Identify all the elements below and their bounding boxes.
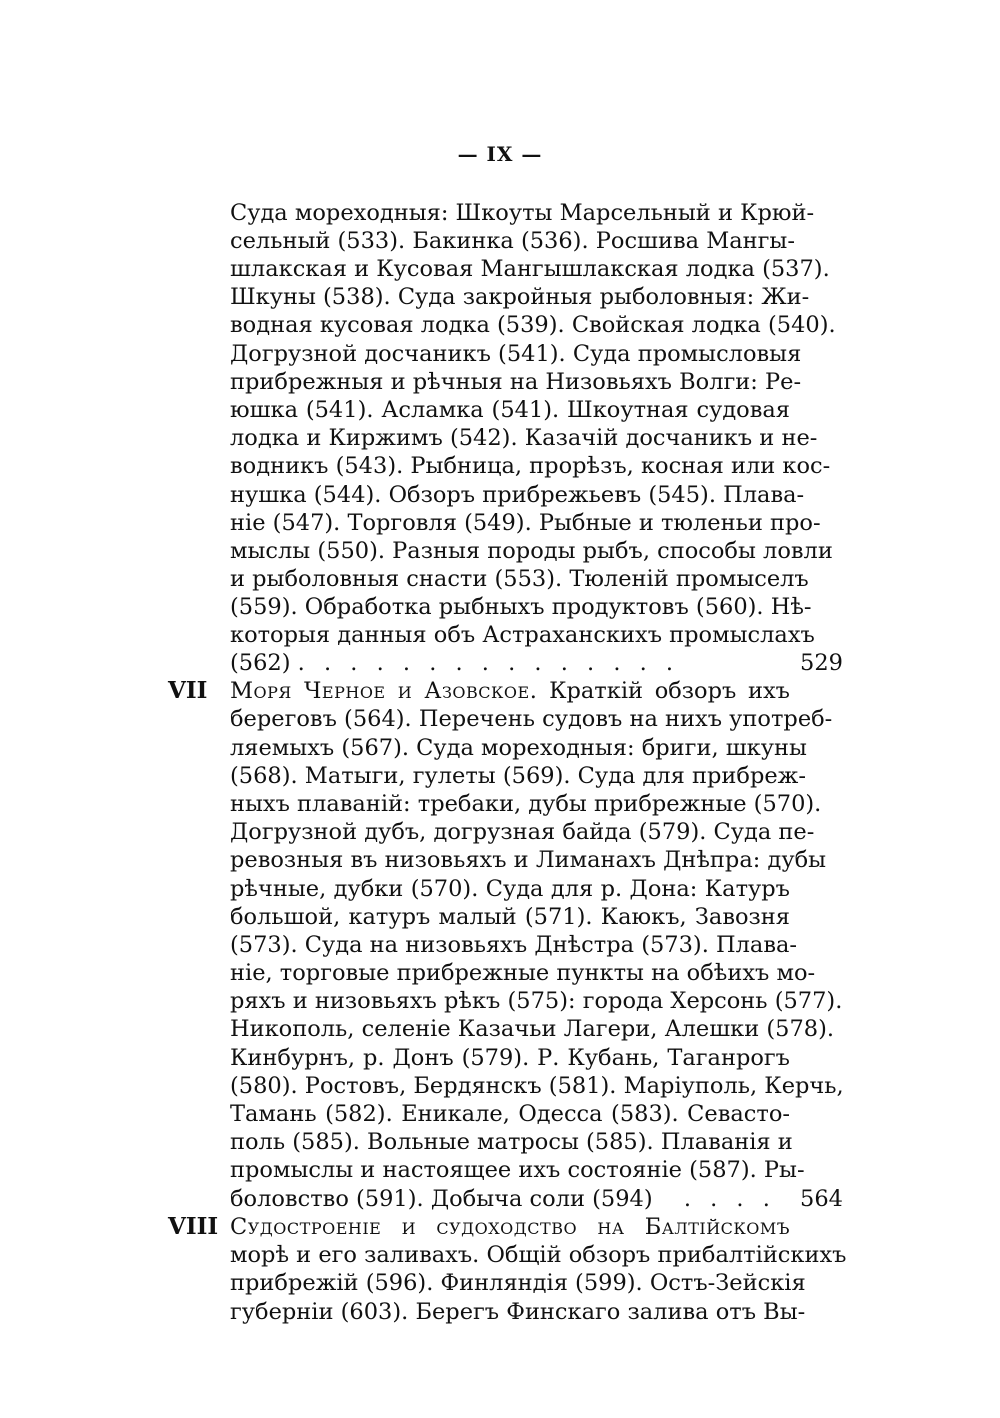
- toc-line: прибрежій (596). Финляндія (599). Остъ-Зейскія: [230, 1270, 806, 1296]
- toc-line: водная кусовая лодка (539). Свойская лодка (540).: [230, 312, 836, 338]
- toc-line: мыслы (550). Разныя породы рыбъ, способы ловли: [230, 538, 833, 564]
- toc-line: нушка (544). Обзоръ прибрежьевъ (545). Плава-: [230, 482, 805, 508]
- dot-leaders: . . . .: [683, 1186, 776, 1212]
- toc-line: ревозныя въ низовьяхъ и Лиманахъ Днѣпра: дубы: [230, 847, 827, 873]
- toc-line: Шкуны (538). Суда закройныя рыболовныя: Жи-: [230, 284, 810, 310]
- toc-line: Тамань (582). Еникале, Одесса (583). Севасто-: [230, 1101, 790, 1127]
- toc-line: прибрежныя и рѣчныя на Низовьяхъ Волги: Ре-: [230, 369, 802, 395]
- toc-line: ляемыхъ (567). Суда мореходныя: бриги, шкуны: [230, 735, 807, 761]
- toc-line: (573). Суда на низовьяхъ Днѣстра (573). Плава-: [230, 932, 798, 958]
- toc-line: лодка и Киржимъ (542). Казачій досчаникъ и не-: [230, 425, 818, 451]
- toc-line: Догрузной дубъ, догрузная байда (579). Суда пе-: [230, 819, 815, 845]
- toc-last-line: [230, 1185, 790, 1213]
- toc-line: Никополь, селеніе Казачьи Лагери, Алешки (578).: [230, 1016, 835, 1042]
- toc-line: Суда мореходныя: Шкоуты Марсельный и Крюй-: [230, 200, 815, 226]
- page-number: — IX —: [457, 142, 543, 166]
- toc-last-text: боловство (591). Добыча соли (594): [230, 1186, 653, 1212]
- chapter-number: VIII: [168, 1213, 219, 1240]
- toc-line: ныхъ плаваній: требаки, дубы прибрежные (570).: [230, 791, 822, 817]
- toc-line: водникъ (543). Рыбница, прорѣзъ, косная или кос-: [230, 453, 831, 479]
- toc-last-text: (562): [230, 650, 291, 676]
- toc-line: ніе, торговые прибрежные пункты на обѣихъ мо-: [230, 960, 816, 986]
- toc-line: (568). Матыги, гулеты (569). Суда для прибреж-: [230, 763, 806, 789]
- toc-line: Кинбурнъ, р. Донъ (579). Р. Кубань, Таганрогъ: [230, 1045, 790, 1071]
- chapter-heading-text: Судостроеніе и судоходство на Балтійскомъ: [230, 1214, 790, 1240]
- toc-line: береговъ (564). Перечень судовъ на нихъ употреб-: [230, 706, 833, 732]
- toc-line: морѣ и его заливахъ. Общій обзоръ прибалтійскихъ: [230, 1242, 847, 1268]
- chapter-heading: [230, 1213, 790, 1241]
- toc-line: рѣчные, дубки (570). Суда для р. Дона: Катуръ: [230, 876, 790, 902]
- toc-line: промыслы и настоящее ихъ состояніе (587). Ры-: [230, 1157, 805, 1183]
- toc-line: юшка (541). Асламка (541). Шкоутная судовая: [230, 397, 790, 423]
- toc-line: большой, катуръ малый (571). Каюкъ, Завозня: [230, 904, 790, 930]
- toc-line: поль (585). Вольные матросы (585). Плаванія и: [230, 1129, 793, 1155]
- toc-line: губерніи (603). Берегъ Финскаго залива отъ Вы-: [230, 1299, 806, 1325]
- chapter-heading: Моря Черное и Азовское.: [230, 678, 538, 704]
- toc-heading-line: [230, 677, 790, 705]
- chapter-number: VII: [168, 677, 208, 704]
- toc-line: Краткій обзоръ ихъ: [549, 678, 791, 704]
- toc-line: (559). Обработка рыбныхъ продуктовъ (560). Нѣ-: [230, 594, 812, 620]
- toc-line: (580). Ростовъ, Бердянскъ (581). Маріуполь, Керчь,: [230, 1073, 844, 1099]
- page-reference: 564: [800, 1186, 843, 1212]
- toc-last-line: [230, 649, 790, 677]
- toc-line: Догрузной досчаникъ (541). Суда промысловыя: [230, 341, 802, 367]
- toc-line: шлакская и Кусовая Мангышлакская лодка (537).: [230, 256, 830, 282]
- toc-line: ніе (547). Торговля (549). Рыбные и тюленьи про-: [230, 510, 821, 536]
- toc-line: сельный (533). Бакинка (536). Росшива Мангы-: [230, 228, 795, 254]
- toc-line: ряхъ и низовьяхъ рѣкъ (575): города Херсонь (577).: [230, 988, 843, 1014]
- page-reference: 529: [800, 650, 843, 676]
- toc-line: которыя данныя объ Астраханскихъ промыслахъ: [230, 622, 815, 648]
- toc-line: и рыболовныя снасти (553). Тюленій промыселъ: [230, 566, 809, 592]
- dot-leaders: . . . . . . . . . . . . . . .: [297, 650, 680, 676]
